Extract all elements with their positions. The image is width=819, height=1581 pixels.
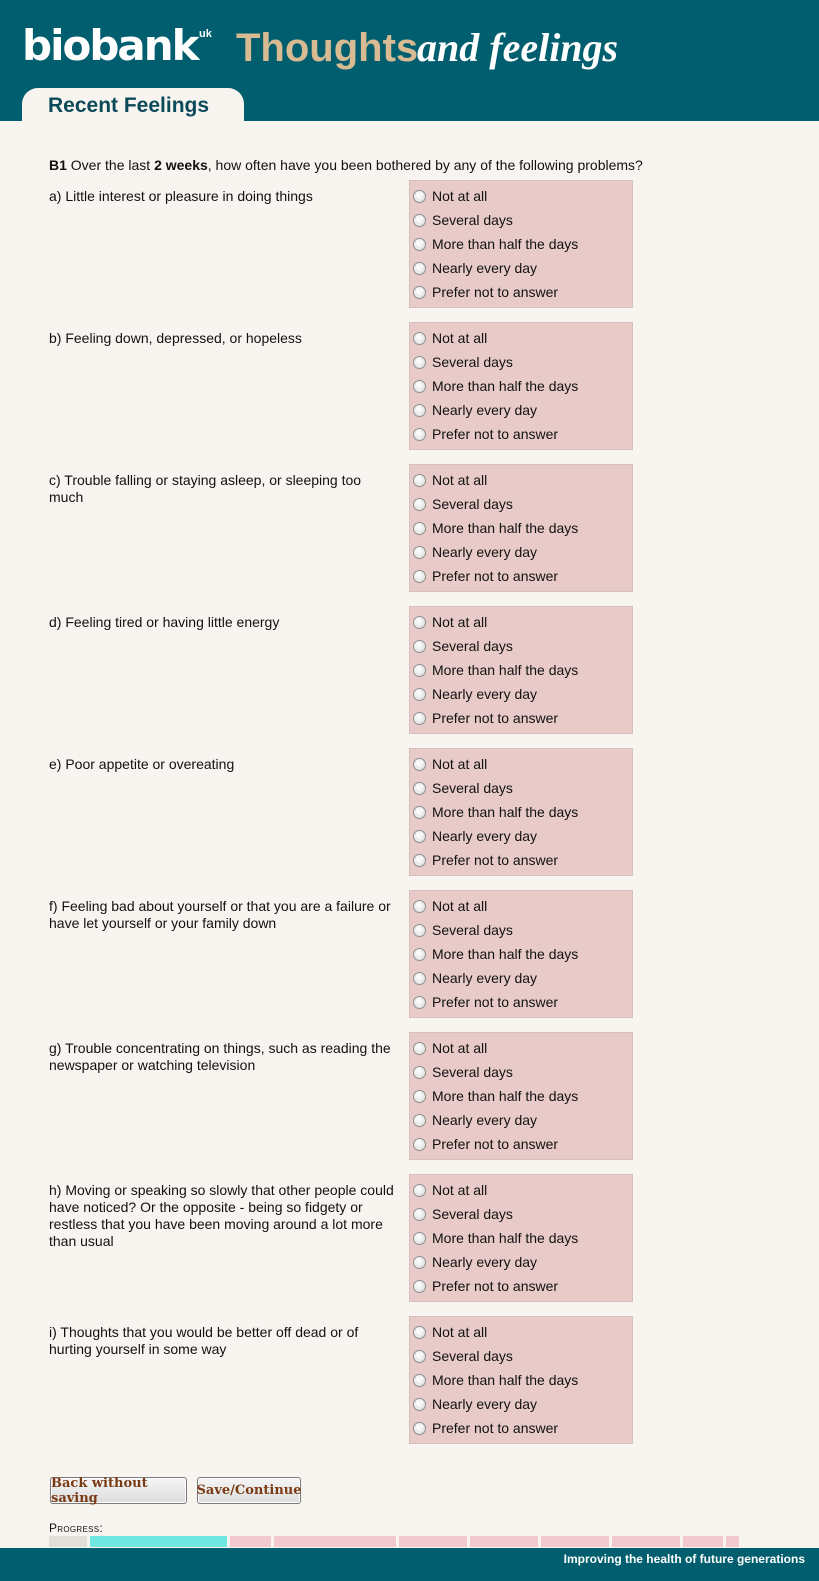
radio-button[interactable]: [413, 806, 426, 819]
radio-button[interactable]: [413, 924, 426, 937]
answer-option[interactable]: [413, 1276, 558, 1296]
answer-option[interactable]: [413, 470, 487, 490]
radio-button[interactable]: [413, 1042, 426, 1055]
radio-button[interactable]: [413, 1350, 426, 1363]
answer-option-label: Several days: [432, 496, 513, 512]
radio-button[interactable]: [413, 474, 426, 487]
answer-options: [409, 1316, 633, 1444]
answer-option-label: Not at all: [432, 472, 488, 488]
radio-button[interactable]: [413, 972, 426, 985]
answer-option-label: Prefer not to answer: [432, 852, 559, 868]
question-item: [49, 180, 819, 308]
question-item-label: a) Little interest or pleasure in doing things: [49, 188, 313, 204]
answer-option[interactable]: [413, 636, 513, 656]
progress-segment: [399, 1536, 467, 1547]
question-item: [49, 1316, 819, 1444]
progress-segment: [612, 1536, 680, 1547]
answer-option-label: Nearly every day: [432, 1112, 538, 1128]
radio-button[interactable]: [413, 1114, 426, 1127]
answer-option[interactable]: [413, 992, 558, 1012]
answer-option[interactable]: [413, 282, 558, 302]
answer-option[interactable]: [413, 258, 537, 278]
answer-option-label: More than half the days: [432, 1088, 579, 1104]
progress-segment: [90, 1536, 227, 1547]
answer-option[interactable]: [413, 210, 513, 230]
answer-options: [409, 748, 633, 876]
page-header: [0, 0, 819, 121]
answer-option[interactable]: [413, 802, 578, 822]
answer-option[interactable]: [413, 1086, 578, 1106]
radio-button[interactable]: [413, 688, 426, 701]
answer-option[interactable]: [413, 684, 537, 704]
radio-button[interactable]: [413, 712, 426, 725]
question-intro: [49, 157, 749, 173]
back-without-saving-button[interactable]: Back without saving: [50, 1477, 187, 1504]
answer-option-label: More than half the days: [432, 804, 579, 820]
answer-option-label: Not at all: [432, 1182, 488, 1198]
answer-option-label: More than half the days: [432, 520, 579, 536]
answer-option-label: More than half the days: [432, 378, 579, 394]
question-item-label: g) Trouble concentrating on things, such as reading the newspaper or watching television: [49, 1040, 391, 1073]
answer-option[interactable]: [413, 1370, 578, 1390]
radio-button[interactable]: [413, 380, 426, 393]
question-item: [49, 1032, 819, 1160]
answer-option[interactable]: [413, 850, 558, 870]
answer-option[interactable]: [413, 778, 513, 798]
answer-option[interactable]: [413, 1038, 487, 1058]
answer-option[interactable]: [413, 424, 558, 444]
radio-button[interactable]: [413, 1138, 426, 1151]
radio-button[interactable]: [413, 758, 426, 771]
radio-button[interactable]: [413, 1232, 426, 1245]
biobank-logo-uk: uk: [199, 28, 212, 40]
answer-option[interactable]: [413, 1180, 487, 1200]
question-item: [49, 464, 819, 592]
page-footer: [0, 1548, 819, 1581]
answer-option-label: Not at all: [432, 756, 488, 772]
radio-button[interactable]: [413, 404, 426, 417]
page-title-feelings: and feelings: [417, 25, 619, 70]
question-item: [49, 890, 819, 1018]
answer-option-label: Several days: [432, 212, 513, 228]
radio-button[interactable]: [413, 546, 426, 559]
answer-option-label: Not at all: [432, 614, 488, 630]
answer-option-label: Nearly every day: [432, 260, 538, 276]
question-item-label: d) Feeling tired or having little energy: [49, 614, 280, 630]
answer-option-label: More than half the days: [432, 1372, 579, 1388]
answer-option-label: Nearly every day: [432, 1396, 538, 1412]
progress-segment: [274, 1536, 396, 1547]
question-text-after: , how often have you been bothered by any of the following problems?: [207, 157, 643, 173]
answer-option-label: Nearly every day: [432, 544, 538, 560]
answer-option[interactable]: [413, 494, 513, 514]
answer-option-label: Several days: [432, 1206, 513, 1222]
answer-options: [409, 890, 633, 1018]
question-item-label: b) Feeling down, depressed, or hopeless: [49, 330, 302, 346]
footer-tagline: Improving the health of future generations: [563, 1552, 805, 1566]
biobank-logo: biobank: [22, 21, 198, 70]
question-item-label: e) Poor appetite or overeating: [49, 756, 235, 772]
answer-option[interactable]: [413, 920, 513, 940]
radio-button[interactable]: [413, 854, 426, 867]
progress-segment: [683, 1536, 723, 1547]
answer-option[interactable]: [413, 1110, 537, 1130]
answer-option-label: Several days: [432, 1348, 513, 1364]
answer-option-label: Nearly every day: [432, 686, 538, 702]
radio-button[interactable]: [413, 428, 426, 441]
radio-button[interactable]: [413, 1256, 426, 1269]
answer-option-label: Prefer not to answer: [432, 710, 559, 726]
answer-option[interactable]: [413, 612, 487, 632]
radio-button[interactable]: [413, 1066, 426, 1079]
answer-option[interactable]: [413, 660, 578, 680]
progress-segment: [726, 1536, 739, 1547]
progress-label: Progress:: [49, 1521, 104, 1535]
radio-button[interactable]: [413, 948, 426, 961]
answer-options: [409, 606, 633, 734]
answer-option[interactable]: [413, 708, 558, 728]
answer-option-label: Not at all: [432, 898, 488, 914]
answer-option-label: Prefer not to answer: [432, 426, 559, 442]
answer-option-label: Several days: [432, 354, 513, 370]
answer-option-label: More than half the days: [432, 1230, 579, 1246]
answer-options: [409, 1174, 633, 1302]
answer-option[interactable]: [413, 1418, 558, 1438]
radio-button[interactable]: [413, 664, 426, 677]
page-title-thoughts: Thoughts: [236, 26, 419, 70]
progress-segment: [470, 1536, 538, 1547]
radio-button[interactable]: [413, 1280, 426, 1293]
radio-button[interactable]: [413, 522, 426, 535]
question-number: B1: [49, 157, 67, 173]
answer-options: [409, 1032, 633, 1160]
answer-option-label: More than half the days: [432, 662, 579, 678]
answer-option[interactable]: [413, 566, 558, 586]
answer-option[interactable]: [413, 1252, 537, 1272]
question-text-before: Over the last: [70, 157, 151, 173]
answer-option[interactable]: [413, 542, 537, 562]
answer-option-label: Nearly every day: [432, 1254, 538, 1270]
radio-button[interactable]: [413, 238, 426, 251]
answer-option-label: Nearly every day: [432, 970, 538, 986]
radio-button[interactable]: [413, 286, 426, 299]
answer-option[interactable]: [413, 754, 487, 774]
answer-option-label: More than half the days: [432, 236, 579, 252]
answer-option[interactable]: [413, 518, 578, 538]
question-item-label: i) Thoughts that you would be better off dead or of hurting yourself in some way: [49, 1324, 359, 1357]
section-tab-label: Recent Feelings: [48, 94, 210, 117]
answer-option[interactable]: [413, 896, 487, 916]
question-item: [49, 606, 819, 734]
radio-button[interactable]: [413, 356, 426, 369]
progress-bar: [49, 1536, 749, 1547]
answer-option-label: Prefer not to answer: [432, 1420, 559, 1436]
answer-option[interactable]: [413, 1228, 578, 1248]
radio-button[interactable]: [413, 190, 426, 203]
answer-option[interactable]: [413, 968, 537, 988]
question-item: [49, 322, 819, 450]
answer-option[interactable]: [413, 944, 578, 964]
answer-option-label: Prefer not to answer: [432, 1278, 559, 1294]
answer-option-label: Several days: [432, 1064, 513, 1080]
answer-options: [409, 464, 633, 592]
radio-button[interactable]: [413, 498, 426, 511]
answer-option-label: Prefer not to answer: [432, 284, 559, 300]
radio-button[interactable]: [413, 1326, 426, 1339]
radio-button[interactable]: [413, 332, 426, 345]
radio-button[interactable]: [413, 1398, 426, 1411]
answer-option-label: Several days: [432, 922, 513, 938]
answer-option-label: More than half the days: [432, 946, 579, 962]
answer-option[interactable]: [413, 1394, 537, 1414]
question-item-label: f) Feeling bad about yourself or that you are a failure or have let yourself or your family down: [49, 898, 391, 931]
question-item: [49, 1174, 819, 1302]
radio-button[interactable]: [413, 1422, 426, 1435]
radio-button[interactable]: [413, 616, 426, 629]
radio-button[interactable]: [413, 996, 426, 1009]
answer-option[interactable]: [413, 186, 487, 206]
progress-segment: [230, 1536, 271, 1547]
answer-option[interactable]: [413, 1134, 558, 1154]
radio-button[interactable]: [413, 1374, 426, 1387]
radio-button[interactable]: [413, 1184, 426, 1197]
progress-segment: [541, 1536, 609, 1547]
progress-segment: [49, 1536, 87, 1547]
radio-button[interactable]: [413, 214, 426, 227]
answer-option-label: Nearly every day: [432, 828, 538, 844]
radio-button[interactable]: [413, 262, 426, 275]
answer-option-label: Not at all: [432, 1324, 488, 1340]
answer-option[interactable]: [413, 1062, 513, 1082]
answer-options: [409, 180, 633, 308]
radio-button[interactable]: [413, 782, 426, 795]
answer-option[interactable]: [413, 826, 537, 846]
radio-button[interactable]: [413, 640, 426, 653]
question-item-label: h) Moving or speaking so slowly that other people could have noticed? Or the opposite - being so fidgety or restless that you have been moving around a lot more than usual: [49, 1182, 394, 1249]
answer-option[interactable]: [413, 234, 578, 254]
answer-option-label: Several days: [432, 780, 513, 796]
answer-option[interactable]: [413, 1322, 487, 1342]
answer-option-label: Prefer not to answer: [432, 1136, 559, 1152]
answer-option[interactable]: [413, 1204, 513, 1224]
save-continue-button[interactable]: Save/Continue: [197, 1477, 301, 1504]
answer-option[interactable]: [413, 376, 578, 396]
answer-option[interactable]: [413, 328, 487, 348]
answer-option-label: Prefer not to answer: [432, 994, 559, 1010]
radio-button[interactable]: [413, 830, 426, 843]
answer-option[interactable]: [413, 352, 513, 372]
radio-button[interactable]: [413, 1208, 426, 1221]
question-item-label: c) Trouble falling or staying asleep, or sleeping too much: [49, 472, 362, 505]
section-tab: [22, 88, 244, 121]
radio-button[interactable]: [413, 570, 426, 583]
answer-option-label: Not at all: [432, 188, 488, 204]
radio-button[interactable]: [413, 900, 426, 913]
answer-options: [409, 322, 633, 450]
answer-option-label: Prefer not to answer: [432, 568, 559, 584]
answer-option-label: Not at all: [432, 1040, 488, 1056]
answer-option-label: Nearly every day: [432, 402, 538, 418]
question-item: [49, 748, 819, 876]
answer-option-label: Not at all: [432, 330, 488, 346]
answer-option-label: Several days: [432, 638, 513, 654]
answer-option[interactable]: [413, 400, 537, 420]
answer-option[interactable]: [413, 1346, 513, 1366]
question-emphasis: 2 weeks: [154, 157, 208, 173]
radio-button[interactable]: [413, 1090, 426, 1103]
